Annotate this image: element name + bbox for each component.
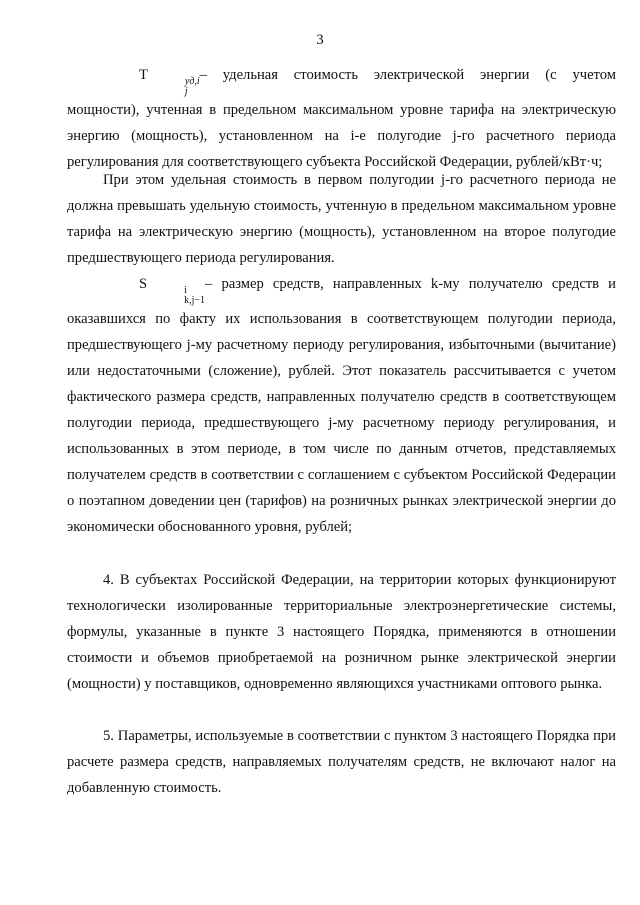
symbol-t-superscript: уд,i bbox=[184, 76, 200, 87]
paragraph-item-5: 5. Параметры, используемые в соответствии с пунктом 3 настоящего Порядка при расчете размера средств, направляемых получателям средств, не включают налог на добавленную стоимость. bbox=[67, 728, 616, 796]
paragraph-item-4: 4. В субъектах Российской Федерации, на территории которых функционируют технологически изолированные территориальные электроэнергетические системы, формулы, указанные в пункте 3 настоящего Порядка, применяются в отношении стоимости и объемов приобретаемой на розничном рынке электрической энергии (мощности) у поставщиков, одновременно являющихся участниками оптового рынка. bbox=[67, 572, 616, 692]
paragraph-funds-text: – размер средств, направленных k-му получателю средств и оказавшихся по факту их использования в соответствующем полугодии периода, предшествующего j-му расчетному периоду регулирования, избыточными (вычитание) или недостаточными (сложение), рублей. Этот показатель рассчитывается с учетом фактического размера средств, направленных получателю средств в соответствующем полугодии периода, предшествующего j-му расчетному периоду регулирования, и использованных в этом периоде, в том числе по данным отчетов, представляемых получателем средств в соответствии с соглашением с субъектом Российской Федерации о поэтапном доведении цен (тарифов) на розничных рынках электрической энергии до экономически обоснованного уровня, рублей; bbox=[67, 276, 616, 535]
formula-symbol-s bbox=[103, 271, 205, 306]
symbol-s: S bbox=[139, 276, 148, 292]
symbol-t: T bbox=[139, 67, 148, 83]
paragraph-first-half-limit: При этом удельная стоимость в первом полугодии j-го расчетного периода не должна превышать удельную стоимость, учтенную в предельном максимальном уровне тарифа на электрическую энергию (мощность), установленном на второе полугодие предшествующего периода регулирования. bbox=[67, 172, 616, 266]
paragraph-tariff-definition bbox=[67, 62, 616, 175]
paragraph-funds-definition bbox=[67, 271, 616, 540]
symbol-s-subscript: k,j−1 bbox=[184, 295, 206, 306]
symbol-t-indices bbox=[149, 77, 200, 97]
paragraph-tariff-text: – удельная стоимость электрической энергии (с учетом мощности), учтенная в предельном максимальном уровне тарифа на электрическую энергию (мощность), установленном на i-е полугодие j-го расчетного периода регулирования для соответствующего субъекта Российской Федерации, рублей/кВт·ч; bbox=[67, 67, 616, 170]
page-number: 3 bbox=[316, 32, 324, 48]
symbol-s-indices bbox=[148, 286, 205, 306]
symbol-t-subscript: j bbox=[184, 86, 188, 97]
formula-symbol-t bbox=[103, 62, 200, 97]
symbol-s-superscript: i bbox=[184, 285, 187, 296]
